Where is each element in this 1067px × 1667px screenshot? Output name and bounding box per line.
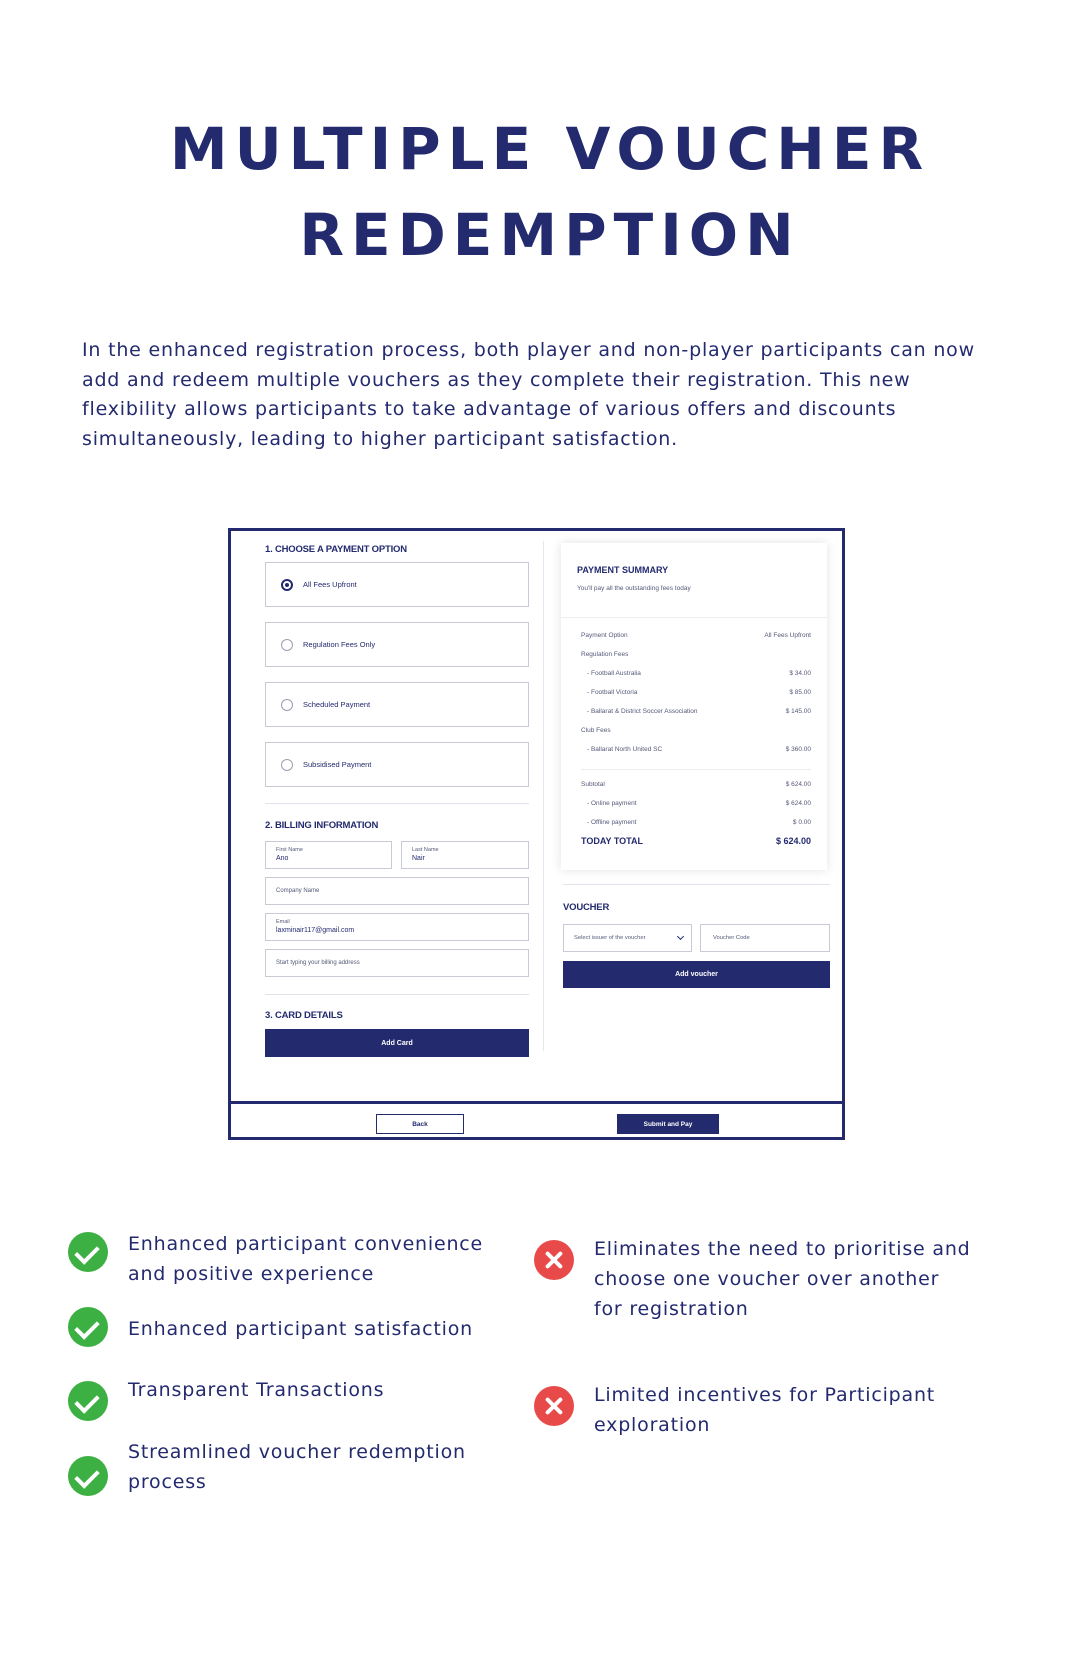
summary-row [581, 632, 811, 639]
summary-row [581, 708, 811, 715]
voucher-issuer-placeholder: Select issuer of the voucher [574, 935, 646, 941]
pro-item [68, 1232, 518, 1289]
back-button[interactable]: Back [376, 1114, 464, 1134]
divider [561, 617, 827, 618]
summary-row-value: $ 360.00 [785, 746, 811, 753]
chevron-down-icon [677, 933, 684, 940]
x-circle-icon [534, 1240, 574, 1280]
summary-row-value: $ 34.00 [789, 670, 811, 677]
payment-option-label: Scheduled Payment [303, 700, 371, 709]
con-item [534, 1240, 994, 1324]
add-card-button[interactable]: Add Card [265, 1029, 529, 1057]
payment-option-all-fees[interactable] [265, 562, 529, 607]
summary-row [581, 819, 811, 826]
summary-row [581, 651, 811, 658]
page-title [0, 106, 1067, 278]
con-item [534, 1386, 994, 1440]
pro-item-text: Transparent Transactions [128, 1379, 385, 1401]
summary-row-label: - Offline payment [587, 819, 637, 826]
payment-option-label: All Fees Upfront [303, 580, 357, 589]
summary-row-value: $ 0.00 [792, 819, 811, 826]
page-title-line-1: MULTIPLE VOUCHER [169, 115, 931, 183]
summary-row-label: - Online payment [587, 800, 637, 807]
check-circle-icon [68, 1456, 108, 1496]
payment-option-heading: 1. CHOOSE A PAYMENT OPTION [265, 544, 407, 555]
first-name-label: First Name [276, 847, 303, 853]
summary-row [581, 727, 811, 734]
submit-and-pay-button[interactable]: Submit and Pay [617, 1114, 719, 1134]
pro-item [68, 1381, 518, 1421]
column-divider [543, 541, 544, 1051]
divider [581, 769, 811, 770]
summary-row-value: $ 85.00 [789, 689, 811, 696]
summary-row [581, 689, 811, 696]
divider [563, 884, 830, 885]
billing-address-field[interactable] [265, 949, 529, 977]
check-circle-icon [68, 1307, 108, 1347]
divider [265, 994, 529, 995]
first-name-field[interactable] [265, 841, 392, 869]
con-item-text: Eliminates the need to prioritise and choose one voucher over another for registration [594, 1238, 971, 1320]
summary-total-row [581, 836, 811, 846]
billing-heading: 2. BILLING INFORMATION [265, 820, 379, 831]
email-value: laxminair117@gmail.com [276, 927, 355, 934]
payment-summary-subtitle: You'll pay all the outstanding fees today [577, 585, 691, 592]
payment-option-subsidised[interactable] [265, 742, 529, 787]
x-circle-icon [534, 1386, 574, 1426]
voucher-code-placeholder: Voucher Code [713, 935, 750, 941]
payment-option-label: Subsidised Payment [303, 760, 372, 769]
card-details-heading: 3. CARD DETAILS [265, 1010, 343, 1021]
summary-total-value: $ 624.00 [775, 836, 811, 846]
registration-mockup [228, 528, 845, 1140]
payment-summary-title: PAYMENT SUMMARY [577, 565, 669, 575]
footer-divider [231, 1101, 842, 1104]
summary-row [581, 781, 811, 788]
summary-row-label: Subtotal [581, 781, 605, 788]
summary-row [581, 800, 811, 807]
radio-unselected-icon [281, 699, 293, 711]
billing-address-placeholder: Start typing your billing address [276, 960, 360, 966]
page-title-line-2: REDEMPTION [299, 201, 801, 269]
con-item-text: Limited incentives for Participant exploration [594, 1384, 936, 1436]
last-name-field[interactable] [401, 841, 529, 869]
check-circle-icon [68, 1232, 108, 1272]
payment-option-scheduled[interactable] [265, 682, 529, 727]
summary-row-value: All Fees Upfront [764, 632, 811, 639]
summary-row-label: Club Fees [581, 727, 611, 734]
payment-option-regulation-fees[interactable] [265, 622, 529, 667]
radio-unselected-icon [281, 639, 293, 651]
summary-row [581, 746, 811, 753]
voucher-heading: VOUCHER [563, 902, 610, 913]
pro-item-text: Enhanced participant convenience and positive experience [128, 1233, 484, 1285]
check-circle-icon [68, 1381, 108, 1421]
add-voucher-button[interactable]: Add voucher [563, 961, 830, 988]
pro-item-text: Streamlined voucher redemption process [128, 1441, 466, 1493]
summary-row-value: $ 624.00 [785, 781, 811, 788]
summary-row-label: Payment Option [581, 632, 628, 639]
intro-paragraph: In the enhanced registration process, both player and non-player participants can now add and redeem multiple vouchers as they complete their registration. This new flexibility allows participants to take advantage of various offers and discounts simultaneously, leading to higher participant satisfaction. [82, 339, 975, 450]
pro-item [68, 1307, 518, 1347]
divider [265, 803, 529, 804]
pro-item [68, 1441, 518, 1497]
radio-selected-icon [281, 579, 293, 591]
summary-row-label: - Football Victoria [587, 689, 638, 696]
voucher-code-input[interactable] [700, 924, 830, 952]
summary-row-value: $ 145.00 [785, 708, 811, 715]
summary-row-label: - Ballarat North United SC [587, 746, 663, 753]
voucher-issuer-select[interactable] [563, 924, 692, 952]
summary-row-value: $ 624.00 [785, 800, 811, 807]
first-name-value: Ano [276, 855, 289, 862]
payment-option-label: Regulation Fees Only [303, 640, 376, 649]
radio-unselected-icon [281, 759, 293, 771]
last-name-value: Nair [412, 855, 425, 862]
summary-total-label: TODAY TOTAL [581, 836, 644, 846]
payment-summary-card [561, 543, 827, 870]
email-label: Email [276, 919, 290, 925]
summary-row [581, 670, 811, 677]
company-name-placeholder: Company Name [276, 888, 320, 894]
email-field[interactable] [265, 913, 529, 941]
pro-item-text: Enhanced participant satisfaction [128, 1318, 473, 1340]
summary-row-label: - Ballarat & District Soccer Association [587, 708, 698, 715]
summary-row-label: Regulation Fees [581, 651, 629, 658]
company-name-field[interactable] [265, 877, 529, 905]
last-name-label: Last Name [412, 847, 439, 853]
summary-row-label: - Football Australia [587, 670, 641, 677]
